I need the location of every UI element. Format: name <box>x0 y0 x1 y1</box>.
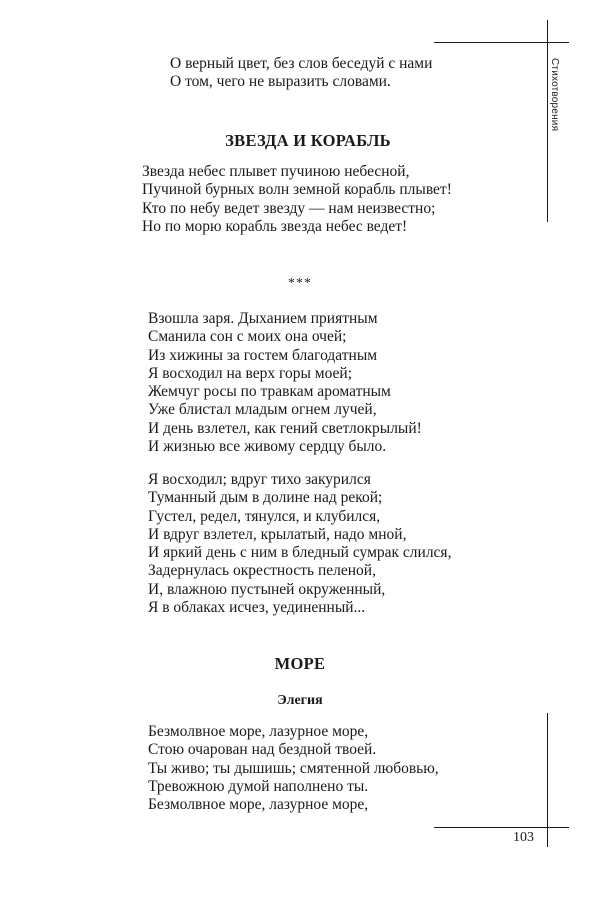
verse-line: Взошла заря. Дыханием приятным <box>148 310 378 327</box>
verse-line: Туманный дым в долине над рекой; <box>148 489 383 507</box>
verse-line: Стою очарован над бездной твоей. <box>148 741 377 759</box>
verse-line: Я восходил на верх горы моей; <box>148 364 353 382</box>
verse-line: Я восходил; вдруг тихо закурился <box>148 471 371 488</box>
poem-dawn-stanza-2 <box>148 471 451 617</box>
verse-line: И вдруг взлетел, крылатый, надо мной, <box>148 525 407 543</box>
top-vertical-rule <box>547 20 548 222</box>
poem-separator-stars: *** <box>288 276 312 291</box>
verse-line: Кто по небу ведет звезду — нам неизвестно; <box>142 199 436 217</box>
bottom-horizontal-rule <box>434 827 569 828</box>
verse-line: Сманила сон с моих она очей; <box>148 328 347 346</box>
verse-line: Безмолвное море, лазурное море, <box>148 723 369 740</box>
verse-line: Пучиной бурных волн земной корабль плывет! <box>142 181 452 199</box>
fragment-top <box>170 55 432 92</box>
verse-line: Густел, редел, тянулся, и клубился, <box>148 507 381 525</box>
poem-star-ship <box>142 163 452 236</box>
verse-line: И жизнью все живому сердцу было. <box>148 438 387 456</box>
poem-title: МОРЕ <box>274 654 326 673</box>
verse-line: Я в облаках исчез, уединенный... <box>148 599 366 617</box>
poem-title: ЗВЕЗДА И КОРАБЛЬ <box>225 131 391 150</box>
verse-line: Звезда небес плывет пучиною небесной, <box>142 163 410 180</box>
verse-line: И яркий день с ним в бледный сумрак слился, <box>148 544 452 562</box>
verse-line: Жемчуг росы по травкам ароматным <box>148 383 391 401</box>
verse-line: Но по морю корабль звезда небес ведет! <box>142 217 408 235</box>
running-head: Стихотворения <box>549 58 560 132</box>
verse-line: О верный цвет, без слов беседуй с нами <box>170 55 433 72</box>
top-horizontal-rule <box>434 42 569 43</box>
poem-subtitle: Элегия <box>277 693 323 708</box>
verse-line: И, влажною пустыней окруженный, <box>148 580 386 598</box>
verse-line: И день взлетел, как гений светлокрылый! <box>148 419 422 437</box>
verse-line: Из хижины за гостем благодатным <box>148 346 378 364</box>
verse-line: Уже блистал младым огнем лучей, <box>148 401 377 419</box>
verse-line: Ты живо; ты дышишь; смятенной любовью, <box>148 759 439 777</box>
poem-dawn-stanza-1 <box>148 310 422 456</box>
verse-line: Задернулась окрестность пеленой, <box>148 562 376 580</box>
page-number: 103 <box>513 830 534 845</box>
verse-line: О том, чего не выразить словами. <box>170 73 391 91</box>
bottom-vertical-rule <box>547 713 548 847</box>
poem-sea <box>148 723 439 814</box>
verse-line: Тревожною думой наполнено ты. <box>148 777 369 795</box>
verse-line: Безмолвное море, лазурное море, <box>148 796 369 814</box>
